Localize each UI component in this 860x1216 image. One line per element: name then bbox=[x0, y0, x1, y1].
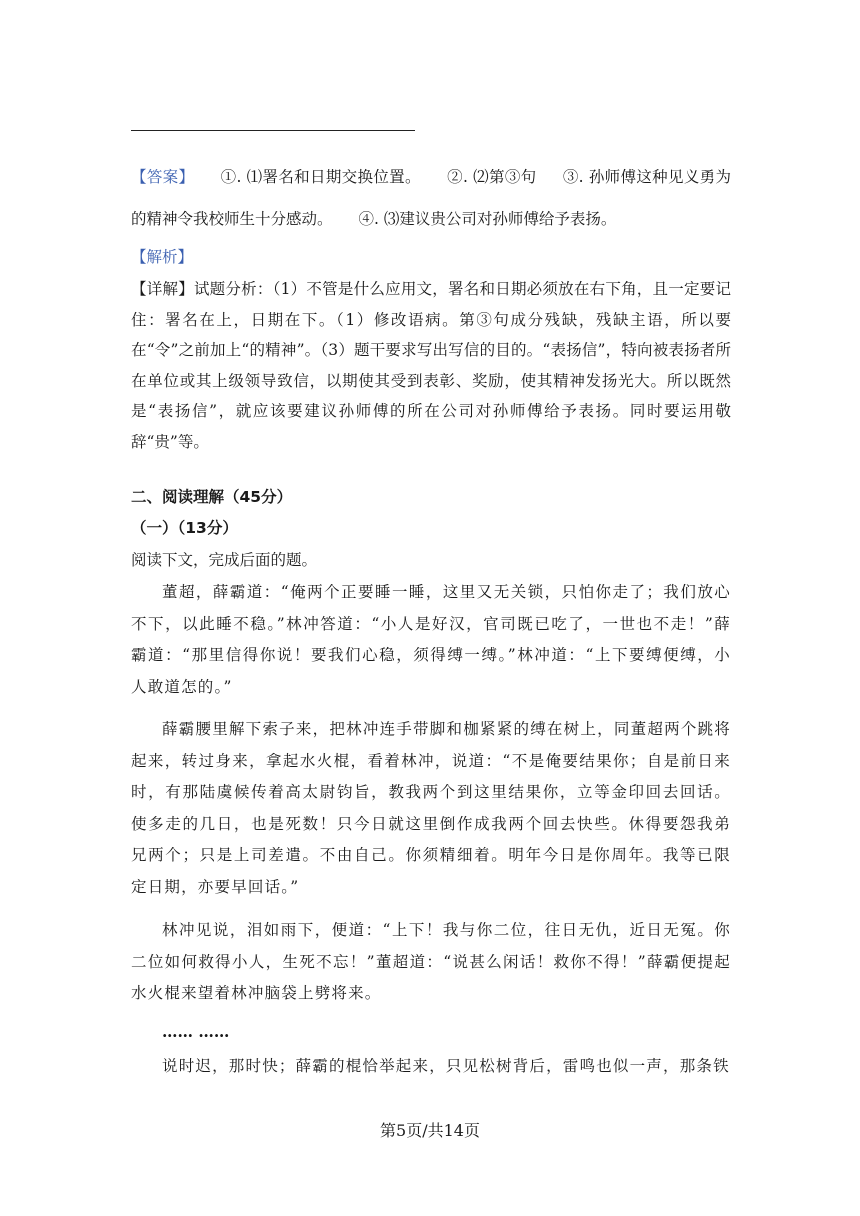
passage-paragraph-4: 说时迟，那时快；薛霸的棍恰举起来，只见松树背后，雷鸣也似一声，那条铁 bbox=[162, 1057, 730, 1075]
answer-block bbox=[131, 156, 731, 240]
section-title: 二、阅读理解（45分） bbox=[131, 488, 293, 506]
passage-ellipsis: …… …… bbox=[162, 1022, 230, 1041]
section-instruction: 阅读下文，完成后面的题。 bbox=[131, 551, 318, 569]
answer-item-1: ①. ⑴署名和日期交换位置。 bbox=[220, 168, 421, 186]
answer-item-4: ④. ⑶建议贵公司对孙师傅给予表扬。 bbox=[358, 210, 617, 228]
answer-item-3: ③. 孙师傅这种见义勇为的精神令我校师生十分感动。 bbox=[131, 168, 731, 228]
detail-text: 试题分析：（1）不管是什么应用文，署名和日期必须放在右下角，且一定要记住：署名在上，日期在下。（1）修改语病。第③句成分残缺，残缺主语，所以要在“令”之前加上“的精神”。（3）题干要求写出写信的目的。“表扬信”，特向被表扬者所在单位或其上级领导致信，以期使其受到表彰、奖励，使其精神发扬光大。所以既然是“表扬信”，就应该要建议孙师傅的所在公司对孙师傅给予表扬。同时要运用敬辞“贵”等。 bbox=[131, 280, 731, 451]
analysis-label: 【解析】 bbox=[131, 248, 194, 266]
passage-paragraph-2: 薛霸腰里解下索子来，把林冲连手带脚和枷紧紧的缚在树上，同董超两个跳将起来，转过身来，拿起水火棍，看着林冲，说道：“不是俺要结果你；自是前日来时，有那陆虞候传着高太尉钧旨，教我两个到这里结果你，立等金印回去回话。使多走的几日，也是死数！只今日就这里倒作成我两个回去快些。休得要怨我弟兄两个；只是上司差遣。不由自己。你须精细着。明年今日是你周年。我等已限定日期，亦要早回话。” bbox=[131, 720, 731, 896]
passage-paragraph-3: 林冲见说，泪如雨下，便道：“上下！我与你二位，往日无仇，近日无冤。你二位如何救得小人，生死不忘！”董超道：“说甚么闲话！救你不得！”薛霸便提起水火棍来望着林冲脑袋上劈将来。 bbox=[131, 921, 731, 1002]
section-subtitle: （一）（13分） bbox=[131, 519, 238, 537]
detail-label: 【详解】 bbox=[131, 280, 194, 298]
answer-item-2: ②. ⑵第③句 bbox=[446, 168, 537, 186]
page-number-footer: 第5页/共14页 bbox=[380, 1121, 480, 1140]
analysis-detail bbox=[131, 274, 731, 457]
answer-blank-line bbox=[131, 130, 415, 131]
answer-label: 【答案】 bbox=[131, 168, 195, 186]
passage-paragraph-1: 董超，薛霸道：“俺两个正要睡一睡，这里又无关锁，只怕你走了；我们放心不下，以此睡不稳。”林冲答道：“小人是好汉，官司既已吃了，一世也不走！”薛霸道：“那里信得你说！要我们心稳，须得缚一缚。”林冲道：“上下要缚便缚，小人敢道怎的。” bbox=[131, 583, 731, 696]
